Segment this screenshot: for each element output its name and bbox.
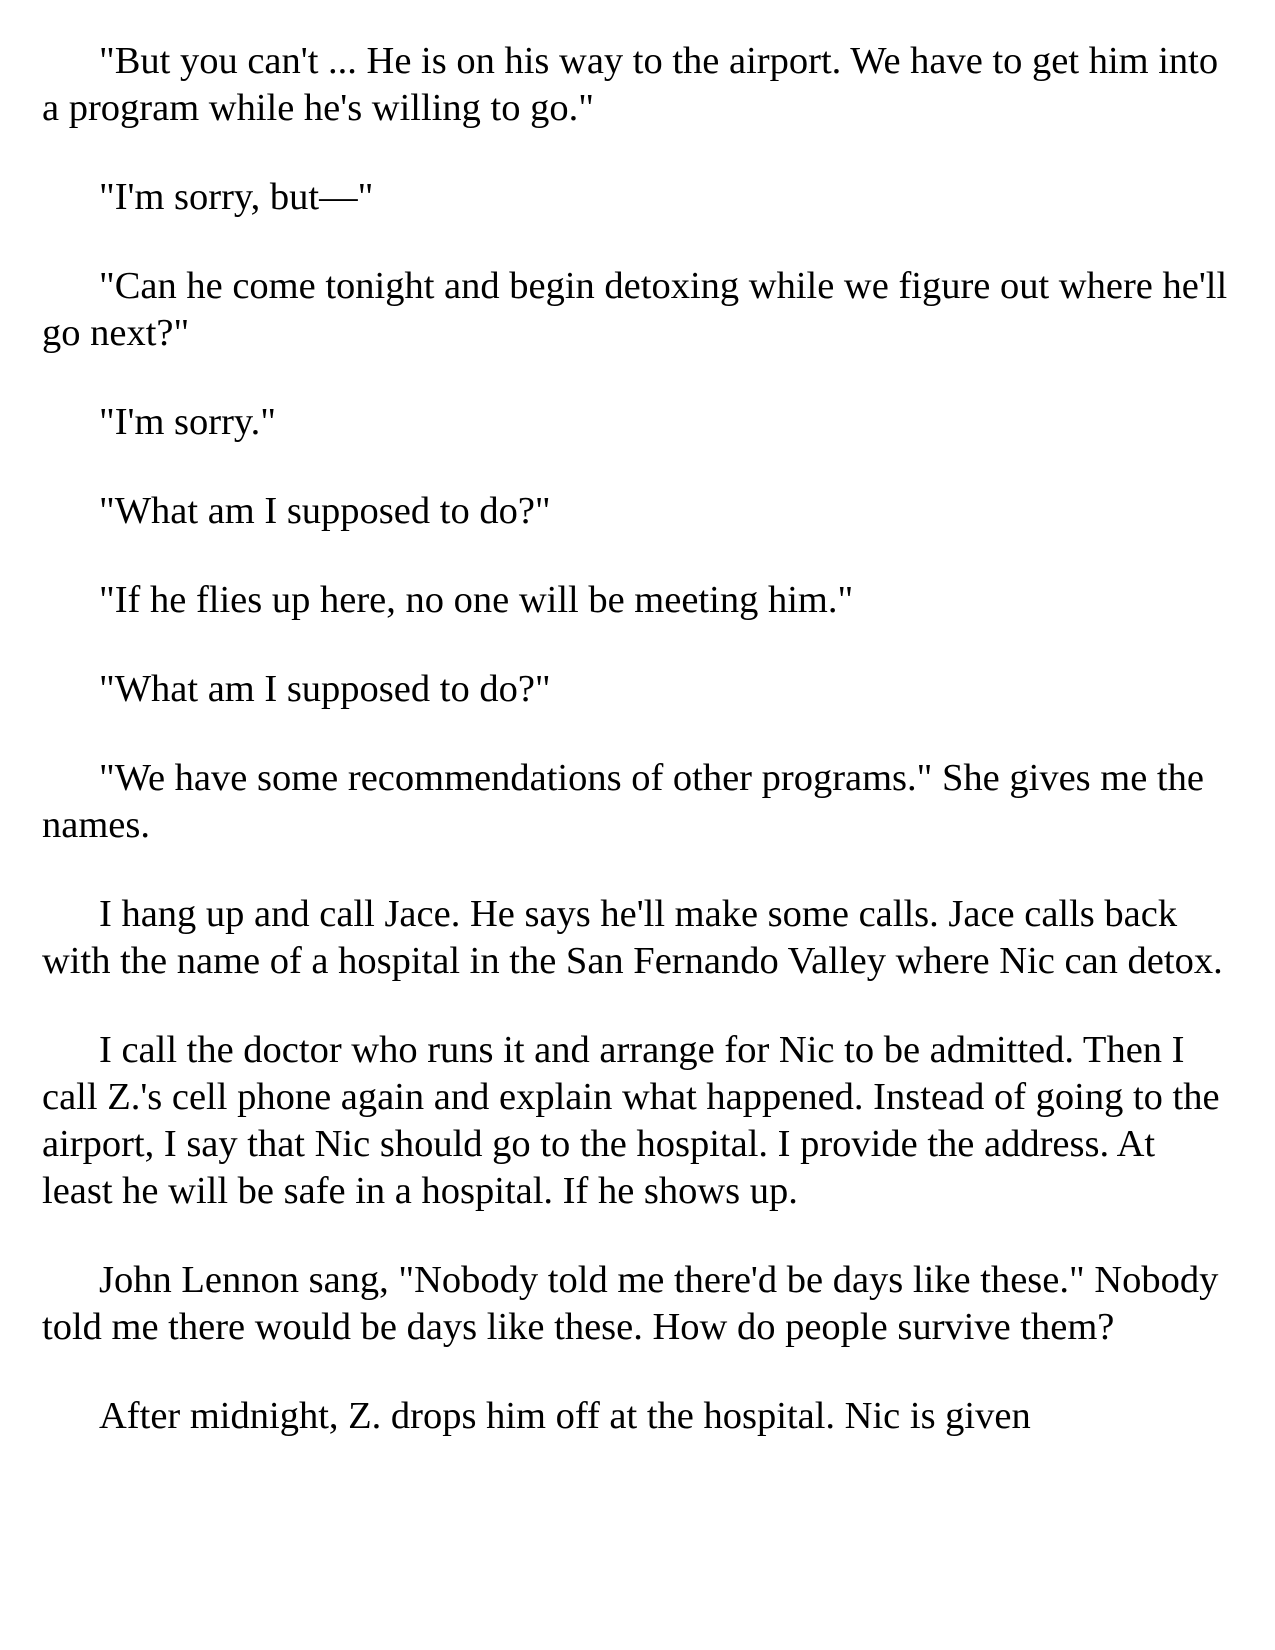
paragraph-6: "If he flies up here, no one will be meeting him.": [99, 579, 854, 621]
paragraph-11: John Lennon sang, "Nobody told me there'd be days like these." Nobody told me there would be days like these. How do people survive them?: [42, 1259, 1219, 1348]
paragraph-1: "But you can't ... He is on his way to the airport. We have to get him into a program while he's willing to go.": [42, 40, 1219, 129]
paragraph-5: "What am I supposed to do?": [99, 490, 551, 532]
paragraph-2: "I'm sorry, but—": [99, 176, 374, 218]
paragraph-12: After midnight, Z. drops him off at the hospital. Nic is given: [99, 1395, 1031, 1437]
paragraph-8: "We have some recommendations of other programs." She gives me the names.: [42, 757, 1204, 846]
paragraph-10: I call the doctor who runs it and arrange for Nic to be admitted. Then I call Z.'s cell phone again and explain what happened. Instead of going to the airport, I say that Nic should go to the hospital. I provide the address. At least he will be safe in a hospital. If he shows up.: [42, 1029, 1220, 1212]
paragraph-4: "I'm sorry.": [99, 401, 277, 443]
paragraph-3: "Can he come tonight and begin detoxing while we figure out where he'll go next?": [42, 265, 1228, 354]
page-body-text: [42, 38, 1232, 1482]
paragraph-7: "What am I supposed to do?": [99, 668, 551, 710]
paragraph-9: I hang up and call Jace. He says he'll make some calls. Jace calls back with the name of a hospital in the San Fernando Valley where Nic can detox.: [42, 893, 1223, 982]
